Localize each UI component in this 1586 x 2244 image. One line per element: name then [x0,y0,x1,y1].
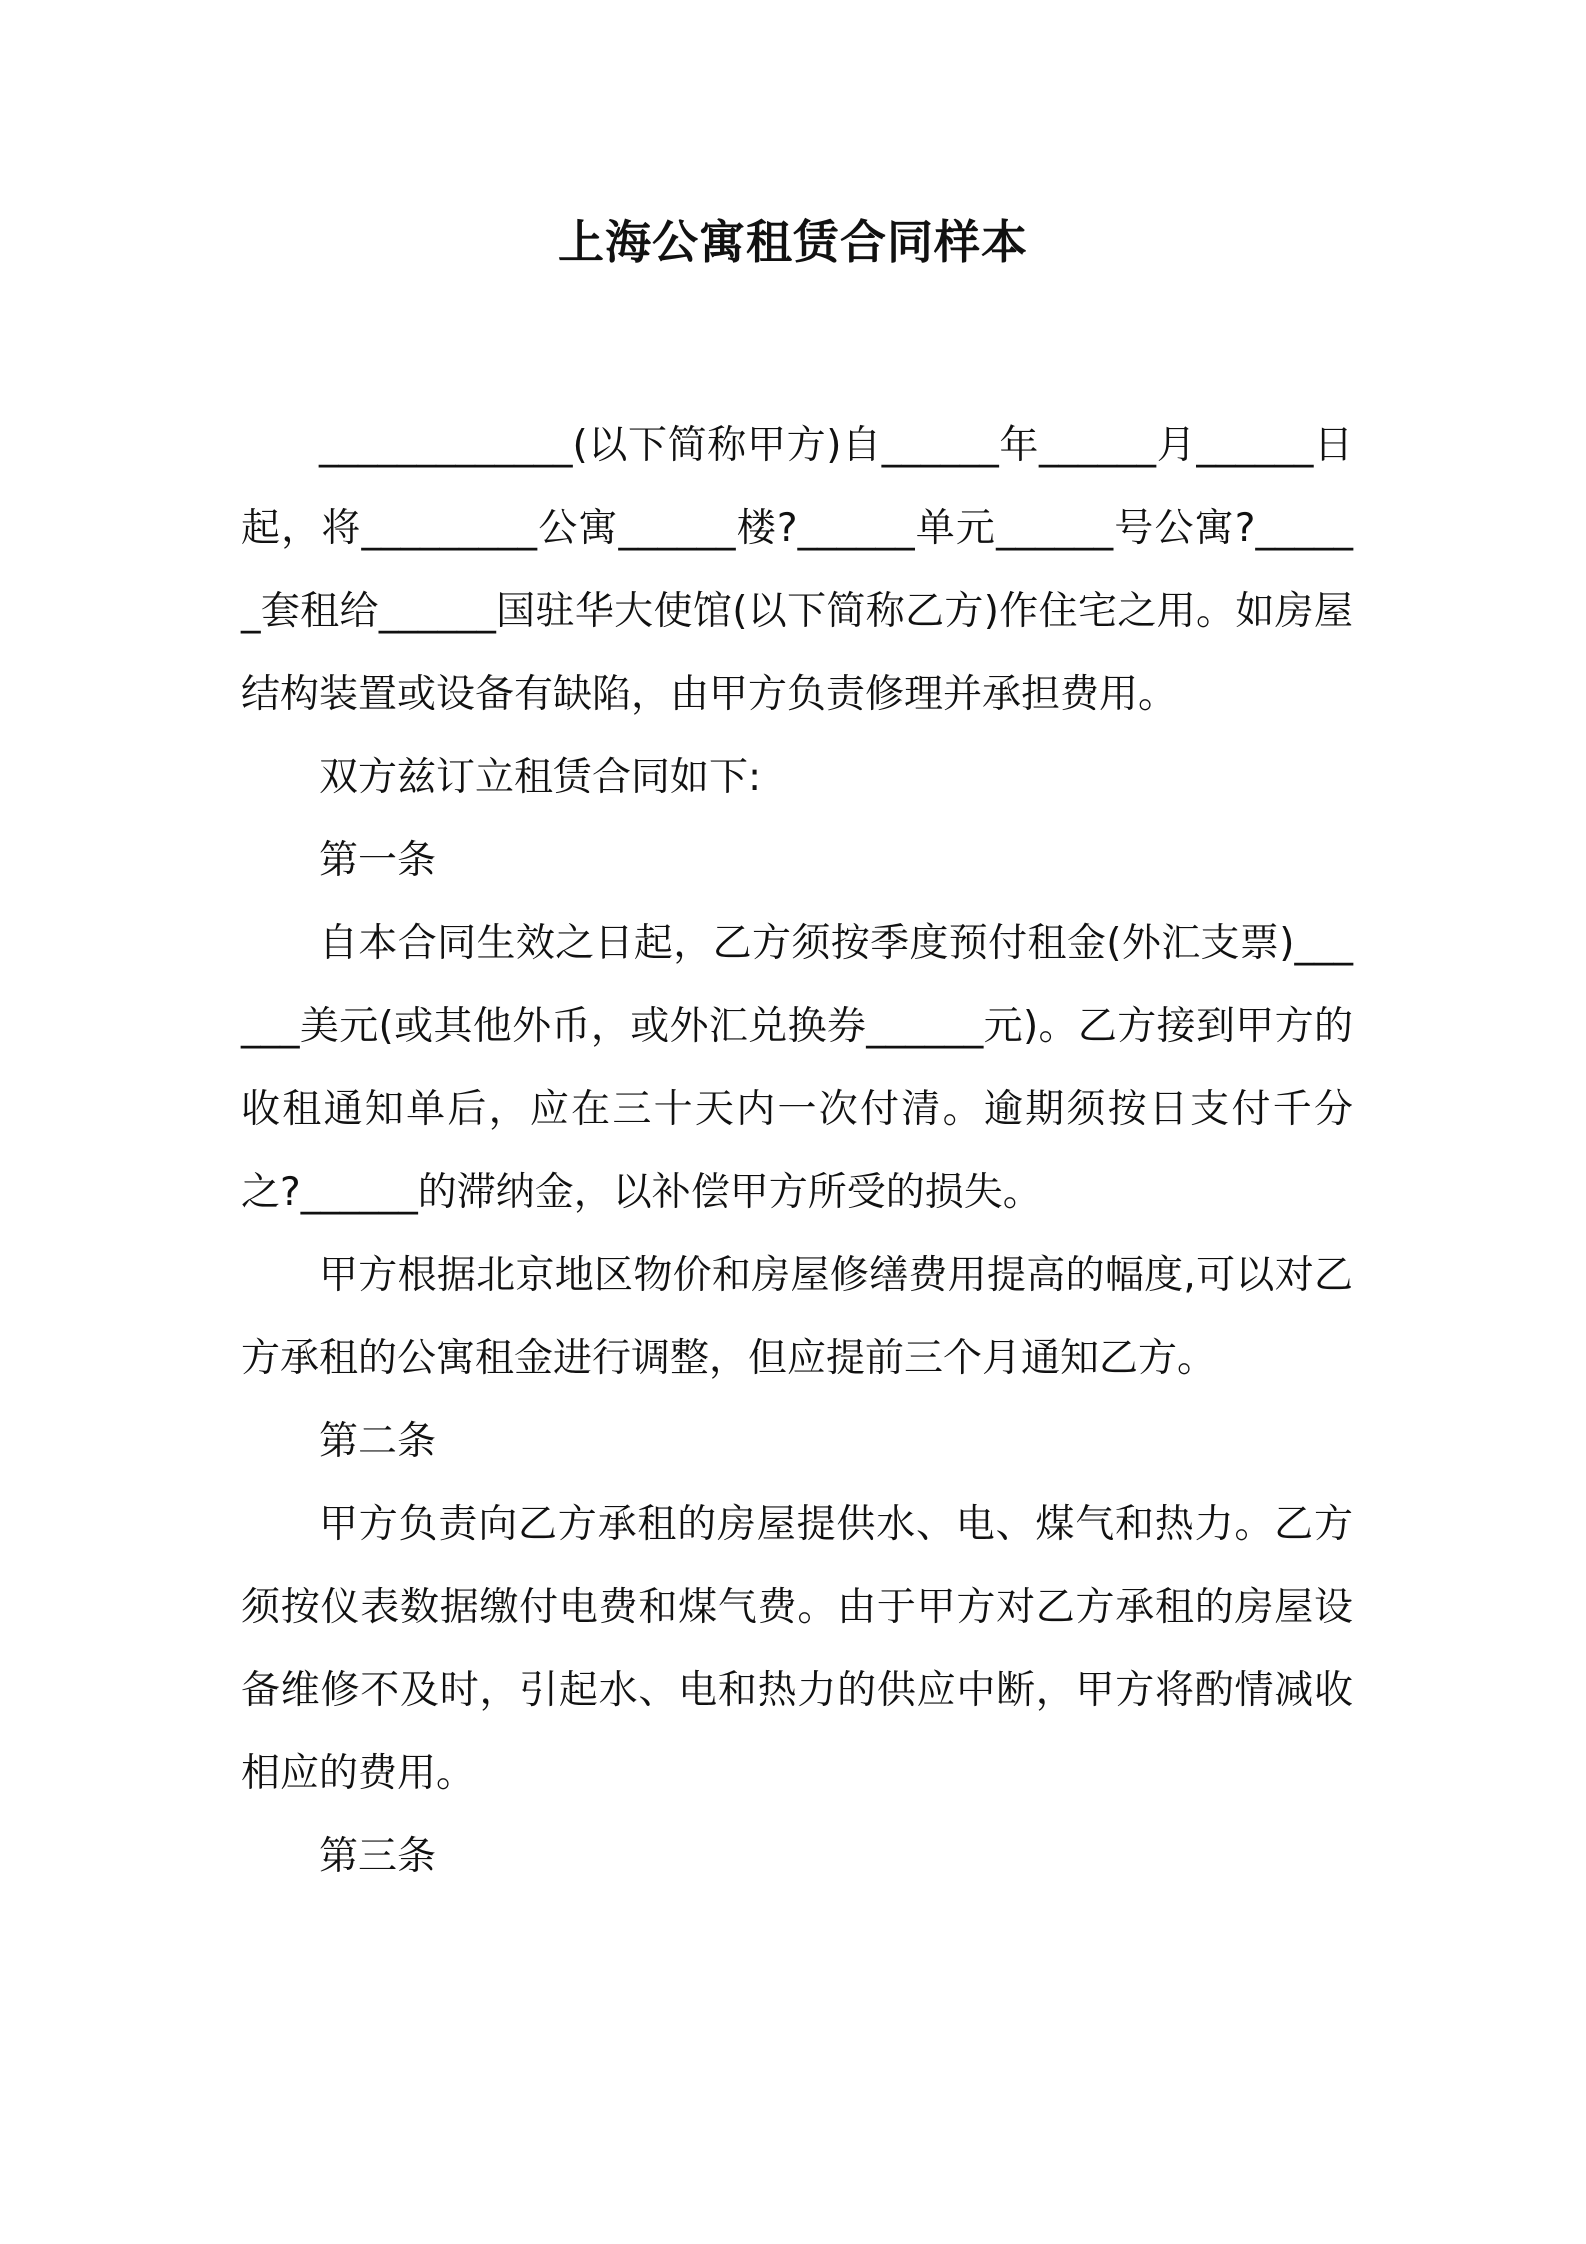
article-3-heading: 第三条 [319,1834,437,1879]
paragraph-agreement: 双方兹订立租赁合同如下: [319,755,762,800]
article-1-paragraph-1: 自本合同生效之日起，乙方须按季度预付租金(外汇支票)______美元(或其他外币，或外汇兑换券______元)。乙方接到甲方的收租通知单后，应在三十天内一次付清。逾期须按日支付千分之?______的滞纳金，以补偿甲方所受的损失。 [241,921,1353,1215]
article-2-heading: 第二条 [319,1419,437,1464]
article-1-paragraph-2: 甲方根据北京地区物价和房屋修缮费用提高的幅度,可以对乙方承租的公寓租金进行调整，但应提前三个月通知乙方。 [241,1253,1353,1381]
document-body [241,404,1353,1898]
article-2-paragraph-1: 甲方负责向乙方承租的房屋提供水、电、煤气和热力。乙方须按仪表数据缴付电费和煤气费。由于甲方对乙方承租的房屋设备维修不及时，引起水、电和热力的供应中断，甲方将酌情减收相应的费用。 [241,1502,1353,1796]
document-title: 上海公寓租赁合同样本 [558,215,1028,269]
article-1-heading: 第一条 [319,838,437,883]
paragraph-intro: _____________(以下简称甲方)自______年______月______日起，将_________公寓______楼?______单元______号公寓?______套租给______国驻华大使馆(以下简称乙方)作住宅之用。如房屋结构装置或设备有缺陷，由甲方负责修理并承担费用。 [241,423,1353,717]
